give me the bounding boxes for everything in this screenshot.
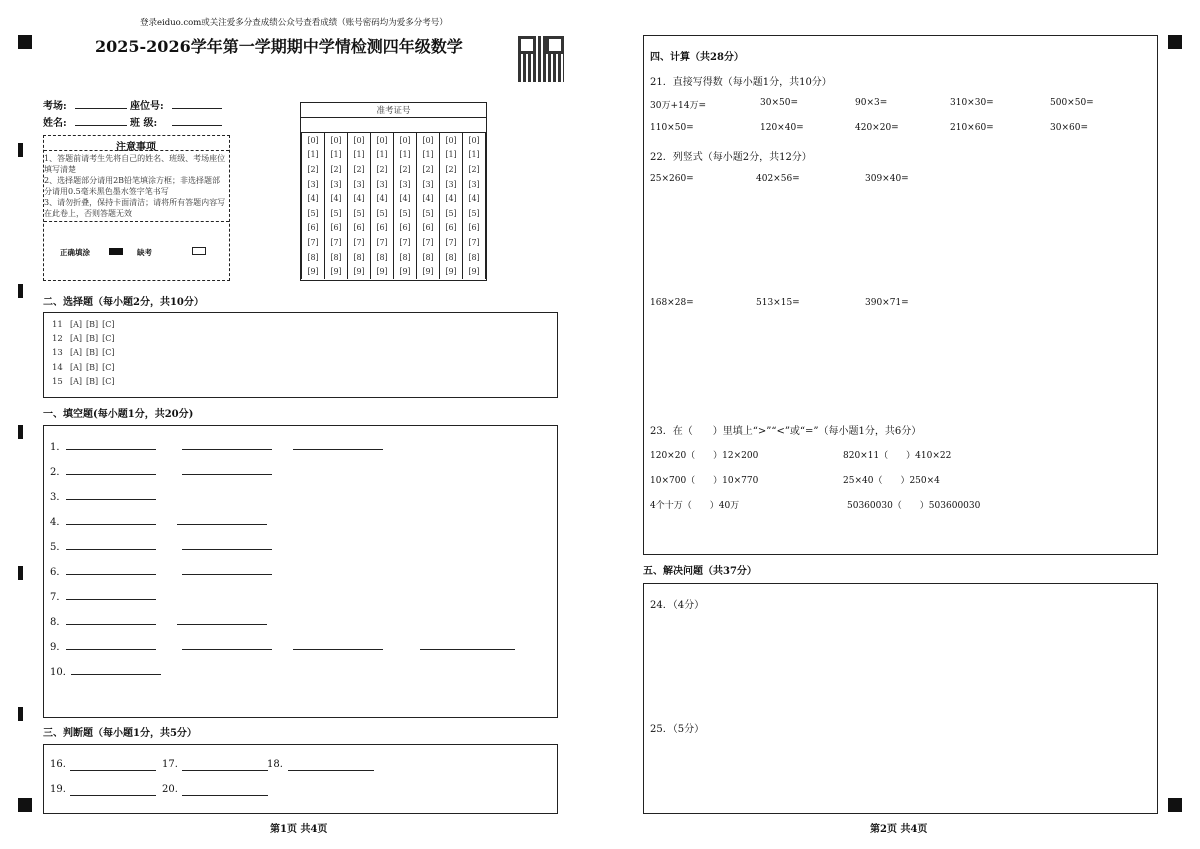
judge-16-field[interactable] (70, 770, 156, 771)
q21-expression: 110×50= (650, 123, 694, 133)
ticket-digit-bubble[interactable]: [2] (371, 162, 394, 177)
choice-a-bubble[interactable]: [A] (70, 348, 83, 358)
fill-blank-field[interactable] (177, 624, 267, 625)
ticket-digit-bubble[interactable]: [9] (394, 264, 417, 279)
question-number: 11 (52, 320, 63, 330)
qr-code-icon (518, 36, 564, 82)
fill-item-label: 8． (50, 617, 67, 628)
choice-b-bubble[interactable]: [B] (86, 362, 99, 372)
ticket-digit-bubble[interactable]: [1] (348, 148, 371, 163)
ticket-digit-bubble[interactable]: [2] (325, 162, 348, 177)
ticket-digit-bubble[interactable]: [1] (417, 148, 440, 163)
fill-item-label: 2． (50, 467, 67, 478)
ticket-digit-bubble[interactable]: [8] (325, 250, 348, 265)
ticket-digit-bubble[interactable]: [8] (417, 250, 440, 265)
q22-expression: 168×28= (650, 298, 694, 308)
ticket-digit-bubble[interactable]: [4] (348, 191, 371, 206)
choice-b-bubble[interactable]: [B] (86, 320, 99, 329)
ticket-digit-bubble[interactable]: [7] (371, 235, 394, 250)
q23-heading: 23．在（ ）里填上“>”“<”或“=”（每小题1分，共6分） (650, 426, 922, 437)
fill-blank-field[interactable] (182, 574, 272, 575)
fill-blank-field[interactable] (182, 449, 272, 450)
q22-expression: 390×71= (865, 298, 909, 308)
correct-fill-label: 正确填涂 (60, 248, 90, 257)
seat-no-label: 座位号: (130, 101, 164, 112)
ticket-digit-bubble[interactable]: [7] (348, 235, 371, 250)
choice-a-bubble[interactable]: [A] (70, 334, 83, 344)
choice-c-bubble[interactable]: [C] (102, 348, 115, 358)
choice-a-bubble[interactable]: [A] (70, 320, 83, 329)
ticket-digit-bubble[interactable]: [7] (463, 235, 486, 250)
score-notice: 登录eiduo.com或关注爱多分查成绩公众号查看成绩（账号密码均为爱多分考号） (140, 18, 448, 28)
notes-heading: 注意事项 (116, 142, 156, 153)
ticket-digit-bubble[interactable]: [8] (348, 250, 371, 265)
ticket-digit-bubble[interactable]: [8] (440, 250, 463, 265)
ticket-digit-bubble[interactable]: [5] (463, 206, 486, 221)
registration-mark (1168, 35, 1182, 49)
fill-blank-field[interactable] (182, 474, 272, 475)
choice-a-bubble[interactable]: [A] (70, 376, 83, 386)
ticket-digit-bubble[interactable]: [8] (302, 250, 325, 265)
ticket-digit-bubble[interactable]: [9] (325, 264, 348, 279)
fill-blank-field[interactable] (420, 649, 515, 650)
fill-blank-field[interactable] (66, 499, 156, 500)
q22-expression: 402×56= (756, 174, 800, 184)
exam-room-label: 考场: (43, 101, 67, 112)
q22-expression: 309×40= (865, 174, 909, 184)
absent-checkbox[interactable] (192, 247, 206, 255)
ticket-digit-bubble[interactable]: [1] (440, 148, 463, 163)
ticket-heading: 准考证号 (376, 106, 411, 116)
ticket-digit-bubble[interactable]: [5] (325, 206, 348, 221)
judge-17-field[interactable] (182, 770, 268, 771)
ticket-digit-bubble[interactable]: [6] (325, 221, 348, 236)
ticket-digit-bubble[interactable]: [4] (394, 191, 417, 206)
ticket-digit-bubble[interactable]: [8] (394, 250, 417, 265)
fill-blank-field[interactable] (66, 624, 156, 625)
ticket-digit-bubble[interactable]: [7] (302, 235, 325, 250)
ticket-digit-bubble[interactable]: [7] (325, 235, 348, 250)
ticket-digit-bubble[interactable]: [2] (394, 162, 417, 177)
judge-20-label: 20. (162, 784, 178, 795)
question-number: 13 (52, 348, 63, 359)
choice-c-bubble[interactable]: [C] (102, 320, 115, 329)
q22-heading: 22．列竖式（每小题2分，共12分） (650, 152, 812, 163)
ticket-digit-bubble[interactable]: [0] (463, 133, 486, 148)
page2-footer: 第2页 共4页 (870, 824, 928, 835)
ticket-digit-bubble[interactable]: [3] (417, 177, 440, 192)
section4-title: 四、计算（共28分） (650, 52, 744, 63)
ticket-digit-bubble[interactable]: [3] (463, 177, 486, 192)
ticket-digit-bubble[interactable]: [6] (394, 221, 417, 236)
q23-comparison: 10×700（ ）10×770 (650, 476, 759, 486)
name-field[interactable] (75, 125, 127, 126)
registration-mark (1168, 798, 1182, 812)
ticket-digit-bubble[interactable]: [9] (463, 264, 486, 279)
choice-c-bubble[interactable]: [C] (102, 334, 115, 344)
timing-mark (18, 707, 23, 721)
ticket-digit-bubble[interactable]: [0] (440, 133, 463, 148)
fill-blank-field[interactable] (66, 599, 156, 600)
class-label: 班 级: (130, 118, 158, 129)
registration-mark (18, 798, 32, 812)
ticket-digit-bubble[interactable]: [5] (348, 206, 371, 221)
ticket-digit-bubble[interactable]: [4] (325, 191, 348, 206)
choice-b-bubble[interactable]: [B] (86, 334, 99, 344)
q22-expression: 513×15= (756, 298, 800, 308)
choice-b-bubble[interactable]: [B] (86, 348, 99, 358)
q21-expression: 30×50= (760, 98, 798, 108)
q23-comparison: 120×20（ ）12×200 (650, 451, 759, 461)
ticket-digit-bubble[interactable]: [3] (440, 177, 463, 192)
ticket-digit-bubble[interactable]: [2] (348, 162, 371, 177)
q23-comparison: 25×40（ ）250×4 (843, 476, 940, 486)
ticket-digit-bubble[interactable]: [8] (371, 250, 394, 265)
q21-expression: 30万+14万= (650, 101, 706, 111)
fill-blank-field[interactable] (182, 549, 272, 550)
judge-18-field[interactable] (288, 770, 374, 771)
note-line-1: 1、答题前请考生先将自己的姓名、班级、考场座位填写清楚 (44, 154, 226, 174)
timing-mark (18, 143, 23, 157)
q21-expression: 120×40= (760, 123, 804, 133)
ticket-digit-bubble[interactable]: [5] (302, 206, 325, 221)
ticket-digit-bubble[interactable]: [4] (463, 191, 486, 206)
fill-blank-field[interactable] (66, 449, 156, 450)
choice-row (52, 361, 121, 375)
ticket-digit-bubble[interactable]: [0] (394, 133, 417, 148)
ticket-digit-bubble[interactable]: [3] (348, 177, 371, 192)
ticket-digit-bubble[interactable]: [1] (371, 148, 394, 163)
ticket-digit-bubble[interactable]: [6] (417, 221, 440, 236)
fill-blank-field[interactable] (293, 649, 383, 650)
choice-row (52, 375, 121, 389)
choice-row (52, 318, 121, 332)
section5-box (643, 583, 1158, 814)
fill-blank-field[interactable] (71, 674, 161, 675)
registration-mark (18, 35, 32, 49)
ticket-digit-bubble[interactable]: [5] (394, 206, 417, 221)
ticket-digit-bubble[interactable]: [3] (302, 177, 325, 192)
q24-label: 24．（4分） (650, 600, 705, 611)
q21-expression: 30×60= (1050, 123, 1088, 133)
choice-b-bubble[interactable]: [B] (86, 376, 99, 386)
q21-expression: 90×3= (855, 98, 888, 108)
q21-expression: 420×20= (855, 123, 899, 133)
fill-blank-field[interactable] (293, 449, 383, 450)
ticket-digit-bubble[interactable]: [9] (371, 264, 394, 279)
q23-comparison: 4个十万（ ）40万 (650, 501, 740, 511)
fill-blank-field[interactable] (66, 474, 156, 475)
section1-title: 一、填空题(每小题1分，共20分) (43, 409, 194, 420)
fill-blank-field[interactable] (177, 524, 267, 525)
ticket-digit-bubble[interactable]: [5] (440, 206, 463, 221)
ticket-digit-bubble[interactable]: [1] (302, 148, 325, 163)
timing-mark (18, 284, 23, 298)
filled-box-icon (109, 248, 123, 255)
section3-title: 三、判断题（每小题1分，共5分） (43, 728, 197, 739)
q23-comparison: 50360030（ ）503600030 (847, 501, 981, 511)
ticket-digit-bubble[interactable]: [1] (325, 148, 348, 163)
q23-comparison: 820×11（ ）410×22 (843, 451, 952, 461)
fill-item-label: 7． (50, 592, 67, 603)
choice-row (52, 332, 121, 346)
judge-18-label: 18. (267, 759, 283, 770)
ticket-digit-bubble[interactable]: [9] (417, 264, 440, 279)
page1-footer: 第1页 共4页 (270, 824, 328, 835)
choice-row (52, 346, 121, 360)
ticket-digit-bubble[interactable]: [7] (394, 235, 417, 250)
note-line-3: 3、请勿折叠，保持卡面清洁；请将所有答题内容写在此卷上，否则答题无效 (44, 198, 226, 218)
ticket-digit-bubble[interactable]: [2] (463, 162, 486, 177)
note-line-2: 2、选择题部分请用2B铅笔填涂方框；非选择题部分请用0.5毫米黑色墨水签字笔书写 (44, 176, 221, 196)
judge-19-label: 19. (50, 784, 66, 795)
ticket-digit-bubble[interactable]: [7] (417, 235, 440, 250)
ticket-digit-bubble[interactable]: [3] (394, 177, 417, 192)
choice-c-bubble[interactable]: [C] (102, 362, 115, 372)
ticket-digit-bubble[interactable]: [4] (440, 191, 463, 206)
ticket-digit-bubble[interactable]: [2] (417, 162, 440, 177)
choice-rows (52, 318, 121, 389)
q21-expression: 500×50= (1050, 98, 1094, 108)
fill-item-label: 6． (50, 567, 67, 578)
ticket-digit-bubble[interactable]: [6] (348, 221, 371, 236)
fill-blank-field[interactable] (66, 574, 156, 575)
ticket-digit-bubble[interactable]: [6] (371, 221, 394, 236)
fill-blank-field[interactable] (66, 649, 156, 650)
ticket-digit-bubble[interactable]: [0] (302, 133, 325, 148)
ticket-digit-bubble[interactable]: [0] (348, 133, 371, 148)
ticket-digit-bubble[interactable]: [0] (325, 133, 348, 148)
section3-box (43, 744, 558, 814)
ticket-digit-bubble[interactable]: [0] (417, 133, 440, 148)
ticket-digit-bubble[interactable]: [9] (440, 264, 463, 279)
ticket-digit-bubble[interactable]: [7] (440, 235, 463, 250)
fill-item-label: 3． (50, 492, 67, 503)
q22-expression: 25×260= (650, 174, 694, 184)
ticket-digit-bubble[interactable]: [4] (302, 191, 325, 206)
judge-20-field[interactable] (182, 795, 268, 796)
class-field[interactable] (172, 125, 222, 126)
question-number: 15 (52, 376, 63, 387)
absent-label: 缺考 (137, 248, 152, 257)
ticket-digit-bubble[interactable]: [1] (463, 148, 486, 163)
judge-16-label: 16. (50, 759, 66, 770)
ticket-digit-bubble[interactable]: [2] (302, 162, 325, 177)
timing-mark (18, 425, 23, 439)
fill-item-label: 5． (50, 542, 67, 553)
notes-text (44, 153, 227, 219)
exam-room-field[interactable] (75, 108, 127, 109)
fill-item-label: 10． (50, 667, 73, 678)
ticket-digit-bubble[interactable]: [3] (371, 177, 394, 192)
ticket-digit-bubble[interactable]: [6] (302, 221, 325, 236)
seat-no-field[interactable] (172, 108, 222, 109)
judge-19-field[interactable] (70, 795, 156, 796)
ticket-digit-bubble[interactable]: [6] (440, 221, 463, 236)
ticket-digit-bubble[interactable]: [5] (417, 206, 440, 221)
ticket-digit-bubble[interactable]: [4] (417, 191, 440, 206)
ticket-digit-bubble[interactable]: [0] (371, 133, 394, 148)
fill-item-label: 4． (50, 517, 67, 528)
ticket-digit-bubble[interactable]: [2] (440, 162, 463, 177)
question-number: 14 (52, 362, 63, 373)
section2-title: 二、选择题（每小题2分，共10分） (43, 297, 204, 308)
q21-expression: 210×60= (950, 123, 994, 133)
fill-item-label: 9． (50, 642, 67, 653)
fill-blank-field[interactable] (66, 549, 156, 550)
timing-mark (18, 566, 23, 580)
fill-item-label: 1． (50, 442, 67, 453)
ticket-digit-table (301, 133, 486, 279)
page-title: 2025-2026学年第一学期期中学情检测四年级数学 (95, 37, 463, 56)
choice-c-bubble[interactable]: [C] (102, 376, 115, 386)
name-label: 姓名: (43, 118, 67, 129)
ticket-digit-bubble[interactable]: [5] (371, 206, 394, 221)
judge-17-label: 17. (162, 759, 178, 770)
ticket-digit-bubble[interactable]: [3] (325, 177, 348, 192)
fill-blank-field[interactable] (182, 649, 272, 650)
q21-heading: 21．直接写得数（每小题1分，共10分） (650, 77, 832, 88)
fill-blank-field[interactable] (66, 524, 156, 525)
ticket-digit-bubble[interactable]: [8] (463, 250, 486, 265)
ticket-digit-bubble[interactable]: [4] (371, 191, 394, 206)
ticket-digit-bubble[interactable]: [1] (394, 148, 417, 163)
q25-label: 25．（5分） (650, 724, 705, 735)
q21-expression: 310×30= (950, 98, 994, 108)
question-number: 12 (52, 334, 63, 345)
section5-title: 五、解决问题（共37分） (643, 566, 757, 577)
ticket-digit-bubble[interactable]: [6] (463, 221, 486, 236)
choice-a-bubble[interactable]: [A] (70, 362, 83, 372)
ticket-digit-bubble[interactable]: [9] (348, 264, 371, 279)
ticket-digit-bubble[interactable]: [9] (302, 264, 325, 279)
